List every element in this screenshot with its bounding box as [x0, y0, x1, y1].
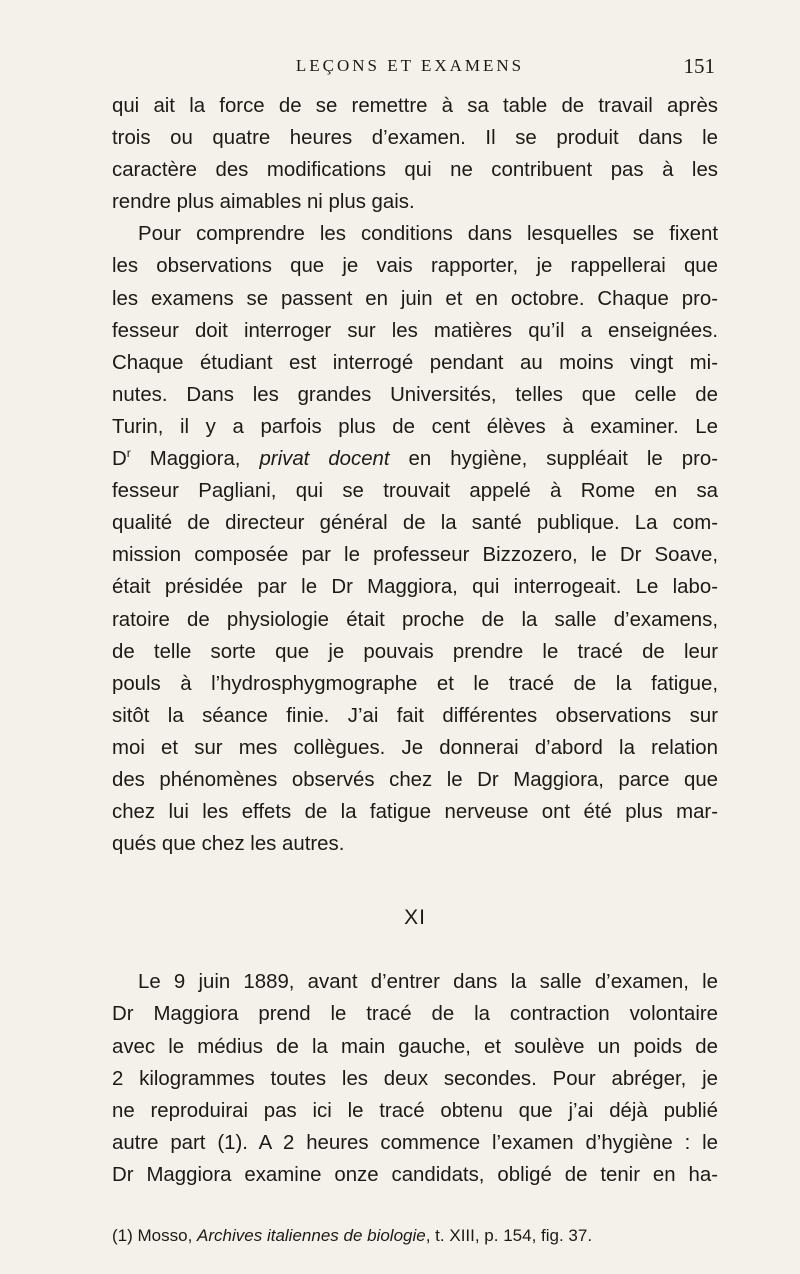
running-head — [0, 54, 800, 80]
text-line: les examens se passent en juin et en octobre. Chaque pro- — [112, 287, 718, 310]
text-line: qualité de directeur général de la santé publique. La com- — [112, 512, 718, 535]
text-line: autre part (1). A 2 heures commence l’examen d’hygiène : le — [112, 1131, 718, 1154]
text-line — [112, 443, 718, 475]
text-line: mission composée par le professeur Bizzozero, le Dr Soave, — [112, 544, 718, 567]
text-line: sitôt la séance finie. J’ai fait différentes observations sur — [112, 704, 718, 727]
footnote-marker: (1) — [112, 1226, 133, 1245]
doctor-abbrev-superscript: r — [126, 446, 131, 461]
text-line: de telle sorte que je pouvais prendre le tracé de leur — [112, 640, 718, 663]
running-title: LEÇONS ET EXAMENS — [295, 56, 525, 75]
text-line: caractère des modifications qui ne contribuent pas à les — [112, 159, 718, 182]
doctor-abbrev: D — [112, 448, 127, 471]
text-line: était présidée par le Dr Maggiora, qui interrogeait. Le labo- — [112, 576, 718, 599]
text-line: trois ou quatre heures d’examen. Il se produit dans le — [112, 127, 718, 150]
line-rest: en hygiène, suppléait le pro- — [389, 448, 719, 471]
body-text — [112, 90, 718, 1191]
text-line: avec le médius de la main gauche, et soulève un poids de — [112, 1035, 718, 1058]
text-line: moi et sur mes collègues. Je donnerai d’abord la relation — [112, 736, 718, 759]
paragraph-1 — [112, 90, 718, 218]
text-line: Turin, il y a parfois plus de cent élèves à examiner. Le — [112, 415, 718, 438]
text-line: nutes. Dans les grandes Universités, telles que celle de — [112, 383, 718, 406]
section-heading: XI — [404, 906, 426, 930]
text-line: pouls à l’hydrosphygmographe et le tracé de la fatigue, — [112, 672, 718, 695]
footnote — [112, 1225, 722, 1247]
page-number: 151 — [683, 54, 715, 78]
text-line: Chaque étudiant est interrogé pendant au moins vingt mi- — [112, 351, 718, 374]
text-line: Dr Maggiora prend le tracé de la contraction volontaire — [112, 1003, 718, 1026]
text-line: qués que chez les autres. — [112, 833, 345, 856]
text-line: Pour comprendre les conditions dans lesquelles se fixent — [138, 223, 718, 246]
text-line: rendre plus aimables ni plus gais. — [112, 191, 415, 214]
text-line: 2 kilogrammes toutes les deux secondes. Pour abréger, je — [112, 1067, 718, 1090]
privat-docent-italic: privat docent — [259, 448, 390, 471]
name-maggiora: Maggiora, — [130, 448, 260, 471]
footnote-reference: , t. XIII, p. 154, fig. 37. — [425, 1226, 593, 1245]
text-line: chez lui les effets de la fatigue nerveuse ont été plus mar- — [112, 801, 718, 824]
footnote-author: Mosso, — [132, 1226, 198, 1245]
text-line: Dr Maggiora examine onze candidats, obligé de tenir en ha- — [112, 1163, 718, 1186]
text-line: fesseur Pagliani, qui se trouvait appelé à Rome en sa — [112, 480, 718, 503]
text-line: Le 9 juin 1889, avant d’entrer dans la salle d’examen, le — [138, 971, 718, 994]
paragraph-3 — [112, 966, 718, 1191]
footnote-journal: Archives italiennes de biologie — [197, 1226, 426, 1245]
text-line: fesseur doit interroger sur les matières qu’il a enseignées. — [112, 319, 718, 342]
text-line: qui ait la force de se remettre à sa table de travail après — [112, 95, 718, 117]
text-line: les observations que je vais rapporter, je rappellerai que — [112, 255, 718, 278]
text-line: ne reproduirai pas ici le tracé obtenu que j’ai déjà publié — [112, 1099, 718, 1122]
text-line: ratoire de physiologie était proche de la salle d’examens, — [112, 608, 718, 631]
text-line: des phénomènes observés chez le Dr Maggiora, parce que — [112, 768, 718, 791]
paragraph-2 — [112, 218, 718, 860]
